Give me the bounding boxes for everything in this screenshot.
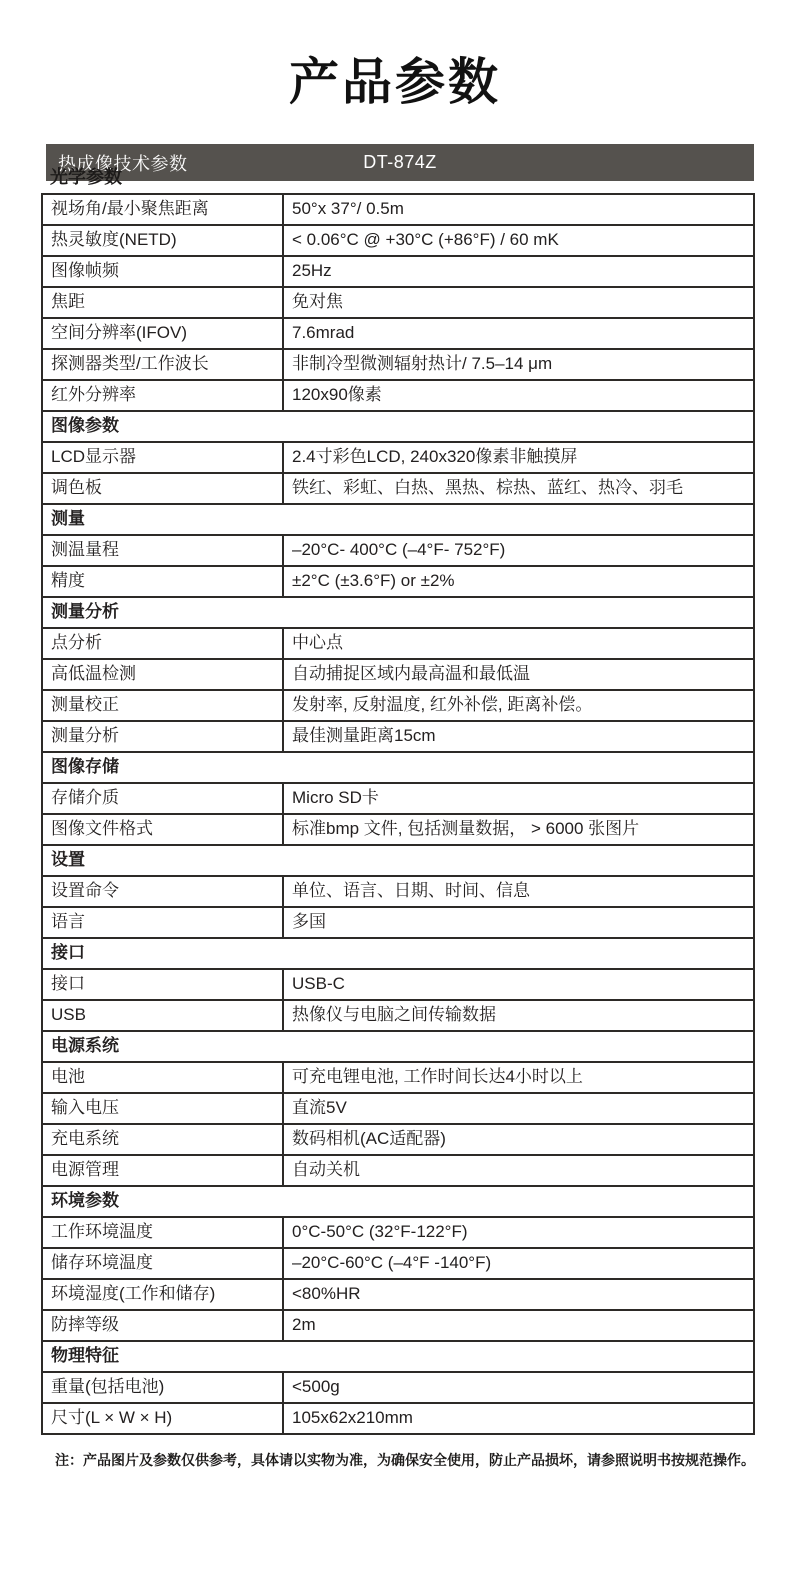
spec-value: 0°C-50°C (32°F-122°F) [283,1217,754,1248]
spec-value: 铁红、彩虹、白热、黑热、棕热、蓝红、热冷、羽毛 [283,473,754,504]
section-row [42,1186,754,1217]
spec-label: 调色板 [42,473,283,504]
spec-row [42,1217,754,1248]
section-label: 图像存储 [42,752,754,783]
spec-value: 自动捕捉区域内最高温和最低温 [283,659,754,690]
spec-value: 自动关机 [283,1155,754,1186]
spec-row [42,349,754,380]
spec-row [42,876,754,907]
spec-row [42,287,754,318]
spec-label: 工作环境温度 [42,1217,283,1248]
spec-value: 单位、语言、日期、时间、信息 [283,876,754,907]
spec-row [42,566,754,597]
spec-row [42,783,754,814]
spec-label: 测温量程 [42,535,283,566]
section-label: 测量分析 [42,597,754,628]
section-label: 环境参数 [42,1186,754,1217]
spec-table [41,193,755,1435]
spec-value: <500g [283,1372,754,1403]
spec-row [42,628,754,659]
spec-label: 电源管理 [42,1155,283,1186]
spec-label: 精度 [42,566,283,597]
spec-label: 输入电压 [42,1093,283,1124]
spec-value: 2m [283,1310,754,1341]
spec-row [42,1372,754,1403]
spec-row [42,1403,754,1434]
spec-value: 7.6mrad [283,318,754,349]
spec-row [42,1310,754,1341]
spec-value: 2.4寸彩色LCD, 240x320像素非触摸屏 [283,442,754,473]
spec-row [42,380,754,411]
spec-row [42,814,754,845]
spec-table-body [42,194,754,1434]
page-title: 产品参数 [289,54,501,110]
spec-label: 尺寸(L × W × H) [42,1403,283,1434]
spec-value: < 0.06°C @ +30°C (+86°F) / 60 mK [283,225,754,256]
spec-label: 测量校正 [42,690,283,721]
spec-value: 直流5V [283,1093,754,1124]
spec-label: 焦距 [42,287,283,318]
spec-label: 视场角/最小聚焦距离 [42,194,283,225]
section-label: 电源系统 [42,1031,754,1062]
section-label: 图像参数 [42,411,754,442]
spec-label: 点分析 [42,628,283,659]
spec-row [42,1062,754,1093]
spec-value: USB-C [283,969,754,1000]
section-row [42,411,754,442]
spec-row [42,442,754,473]
section-row [42,504,754,535]
spec-row [42,256,754,287]
spec-label: 环境湿度(工作和储存) [42,1279,283,1310]
spec-label: 空间分辨率(IFOV) [42,318,283,349]
spec-label: 防摔等级 [42,1310,283,1341]
spec-label: LCD显示器 [42,442,283,473]
spec-sheet [41,144,753,1435]
spec-row [42,535,754,566]
spec-row [42,225,754,256]
spec-value: 25Hz [283,256,754,287]
spec-label: 重量(包括电池) [42,1372,283,1403]
spec-label: 图像文件格式 [42,814,283,845]
spec-label: 红外分辨率 [42,380,283,411]
spec-value: 非制冷型微测辐射热计/ 7.5–14 μm [283,349,754,380]
section-label: 接口 [42,938,754,969]
spec-value: 免对焦 [283,287,754,318]
spec-value: <80%HR [283,1279,754,1310]
spec-label: 测量分析 [42,721,283,752]
spec-label: 充电系统 [42,1124,283,1155]
model-number: DT-874Z [363,152,437,172]
spec-row [42,969,754,1000]
spec-row [42,1000,754,1031]
table-header-label: 热成像技术参数 [58,153,188,174]
spec-value: Micro SD卡 [283,783,754,814]
spec-value: 105x62x210mm [283,1403,754,1434]
spec-value: 可充电锂电池, 工作时间长达4小时以上 [283,1062,754,1093]
spec-value: 数码相机(AC适配器) [283,1124,754,1155]
spec-value: 中心点 [283,628,754,659]
spec-row [42,659,754,690]
spec-label: 语言 [42,907,283,938]
section-row [42,938,754,969]
spec-row [42,907,754,938]
spec-row [42,721,754,752]
spec-value: 多国 [283,907,754,938]
spec-label: 接口 [42,969,283,1000]
spec-label: 设置命令 [42,876,283,907]
section-label: 物理特征 [42,1341,754,1372]
spec-label: 存储介质 [42,783,283,814]
footnote: 注：产品图片及参数仅供参考，具体请以实物为准，为确保安全使用，防止产品损坏，请参照说明书按规范操作。 [55,1452,755,1468]
spec-row [42,1155,754,1186]
spec-label: 高低温检测 [42,659,283,690]
section-label-optical: 光学参数 [50,167,122,187]
section-label: 测量 [42,504,754,535]
spec-value: –20°C-60°C (–4°F -140°F) [283,1248,754,1279]
spec-value: 最佳测量距离15cm [283,721,754,752]
spec-label: 热灵敏度(NETD) [42,225,283,256]
section-row [42,752,754,783]
section-row [42,597,754,628]
spec-label: USB [42,1000,283,1031]
spec-row [42,1248,754,1279]
spec-value: ±2°C (±3.6°F) or ±2% [283,566,754,597]
spec-value: 热像仪与电脑之间传输数据 [283,1000,754,1031]
spec-label: 储存环境温度 [42,1248,283,1279]
section-label: 设置 [42,845,754,876]
spec-value: 发射率, 反射温度, 红外补偿, 距离补偿。 [283,690,754,721]
section-row [42,845,754,876]
spec-row [42,1279,754,1310]
spec-value: –20°C- 400°C (–4°F- 752°F) [283,535,754,566]
section-row [42,1341,754,1372]
spec-label: 电池 [42,1062,283,1093]
spec-value: 50°x 37°/ 0.5m [283,194,754,225]
section-row [42,1031,754,1062]
spec-row [42,318,754,349]
spec-row [42,194,754,225]
spec-row [42,1124,754,1155]
spec-label: 图像帧频 [42,256,283,287]
table-header-bar [46,144,754,181]
spec-row [42,690,754,721]
spec-row [42,1093,754,1124]
spec-row [42,473,754,504]
spec-value: 120x90像素 [283,380,754,411]
spec-label: 探测器类型/工作波长 [42,349,283,380]
spec-value: 标准bmp 文件, 包括测量数据， > 6000 张图片 [283,814,754,845]
